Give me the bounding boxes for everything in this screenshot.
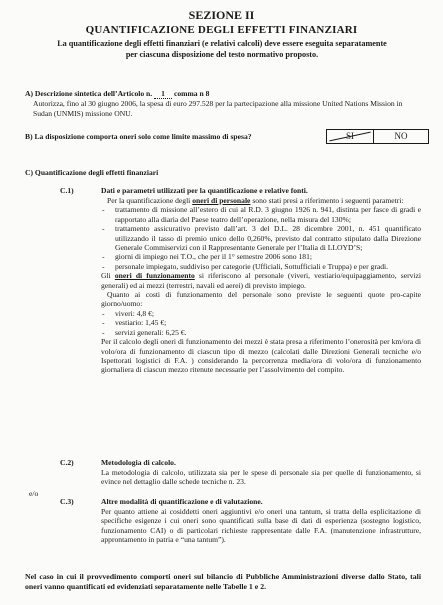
c1-functioning (101, 271, 421, 290)
list-item: - servizi generali: 6,25 €. (101, 328, 421, 337)
section-b-answers (326, 129, 429, 144)
c3-number: C.3) (60, 497, 74, 506)
c1-body (101, 196, 421, 375)
article-number: 1 (154, 89, 172, 99)
list-item: - vestiario: 1,45 €; (101, 318, 421, 327)
c3-heading: Altre modalità di quantificazione e di valutazione. (101, 497, 263, 506)
c1-heading: Dati e parametri utilizzati per la quantificazione e relative fonti. (101, 186, 308, 195)
section-a-label (25, 89, 420, 99)
section-a-description: Autorizza, fino al 30 giugno 2006, la spesa di euro 297.528 per la partecipazione alla missione United Nations Mission in Sudan (UNMIS) missione ONU. (33, 99, 403, 118)
section-c-label: C) Quantificazione degli effetti finanziari (25, 168, 159, 177)
eo-connector: e/o (29, 489, 39, 498)
list-item: - giorni di impiego nei T.O., che per il 1° semestre 2006 sono 181; (101, 252, 421, 261)
c1-intro (101, 196, 421, 205)
page-subtitle: La quantificazione degli effetti finanziari (e relativi calcoli) deve essere eseguita separatamente per ciascuna disposizione del testo normativo proposto. (57, 39, 387, 59)
c1-parameter-list (101, 205, 421, 271)
section-a (25, 89, 420, 118)
c1-intro-a: Per la quantificazione degli (107, 196, 191, 205)
c1-mezzi: Per il calcolo degli oneri di funzionamento dei mezzi è stata presa a riferimento l’onerosità per km/ora di volo/ora di funzionamento di ciascun tipo di mezzo (calcolati dalle Direzioni Generali tecniche e/o Ispettorati logistici di F.A. ) considerando la percorrenza media/ora di volo/ora di funzionamento giornaliera di ciascun mezzo ritenute necessarie per l’assolvimento del compito. (101, 337, 421, 375)
c2-number: C.2) (60, 458, 74, 467)
page-title: QUANTIFICAZIONE DEGLI EFFETTI FINANZIARI (85, 24, 358, 36)
section-a-label-text: A) Descrizione sintetica dell’Articolo n. (25, 89, 153, 98)
list-item: - trattamento di missione all’estero di cui al R.D. 3 giugno 1926 n. 941, distinta per fasce di gradi e rapportato alla diaria del Paese teatro dell’operazione, nella misura del 130%; (101, 205, 421, 224)
c1-intro-underline: oneri di personale (192, 196, 251, 205)
c1-func-underline: oneri di funzionamento (114, 271, 195, 281)
answer-no-box[interactable]: NO (374, 129, 429, 144)
c1-intro-b: sono stati presi a riferimento i seguenti parametri: (252, 196, 404, 205)
c1-costs-intro: Quanto ai costi di funzionamento del personale sono previste le seguenti quote pro-capite giorno/uomo: (101, 290, 421, 309)
list-item: - personale impiegato, suddiviso per categorie (Ufficiali, Sottufficiali e Truppa) e per gradi. (101, 262, 421, 271)
c1-costs-list (101, 309, 421, 337)
answer-si-box[interactable]: SI (326, 129, 374, 144)
c1-number: C.1) (60, 186, 74, 195)
list-item: - trattamento assicurativo previsto dall’art. 3 del D.L. 28 dicembre 2001, n. 451 quantificato utilizzando il tasso di premio unico dello 0,260%, previsto dal contratto stipulato dalla Direzione Generale Commiservizi con il Rappresentante Generale per l’Italia di LLOYD’S; (101, 224, 421, 252)
section-heading: SEZIONE II (188, 8, 255, 22)
c2-heading: Metodologia di calcolo. (101, 458, 176, 467)
comma-number: comma n 8 (173, 89, 210, 98)
c1-func-a: Gli (101, 271, 111, 281)
list-item: - viveri: 4,8 €; (101, 309, 421, 318)
c3-text: Per quanto attiene ai cosiddetti oneri aggiuntivi e/o oneri una tantum, si tratta della esplicitazione di specifiche esigenze i cui oneri sono quantificati sulla base di dati di esperienza (sostegno logistico, funzionamento CAI) o di particolari richieste rappresentate dalle F.A. (manutenzione infrastrutture, approntamento in patria e “una tantum”). (101, 507, 421, 545)
c2-text: La metodologia di calcolo, utilizzata sia per le spese di personale sia per quelle di funzionamento, si evince nel dettaglio dalle schede tecniche n. 23. (101, 468, 421, 487)
footer-note: Nel caso in cui il provvedimento comporti oneri sul bilancio di Pubbliche Amministrazioni diverse dallo Stato, tali oneri vanno quantificati ed evidenziati separatamente nelle Tabelle 1 e 2. (25, 572, 421, 591)
section-b-question: B) La disposizione comporta oneri solo come limite massimo di spesa? (25, 132, 252, 141)
c1-func-b: si riferiscono al personale (viveri, vestiario/equipaggiamento, servizi generali) ed ai mezzi (terrestri, navali ed aerei) di previsto impiego. (101, 271, 421, 290)
